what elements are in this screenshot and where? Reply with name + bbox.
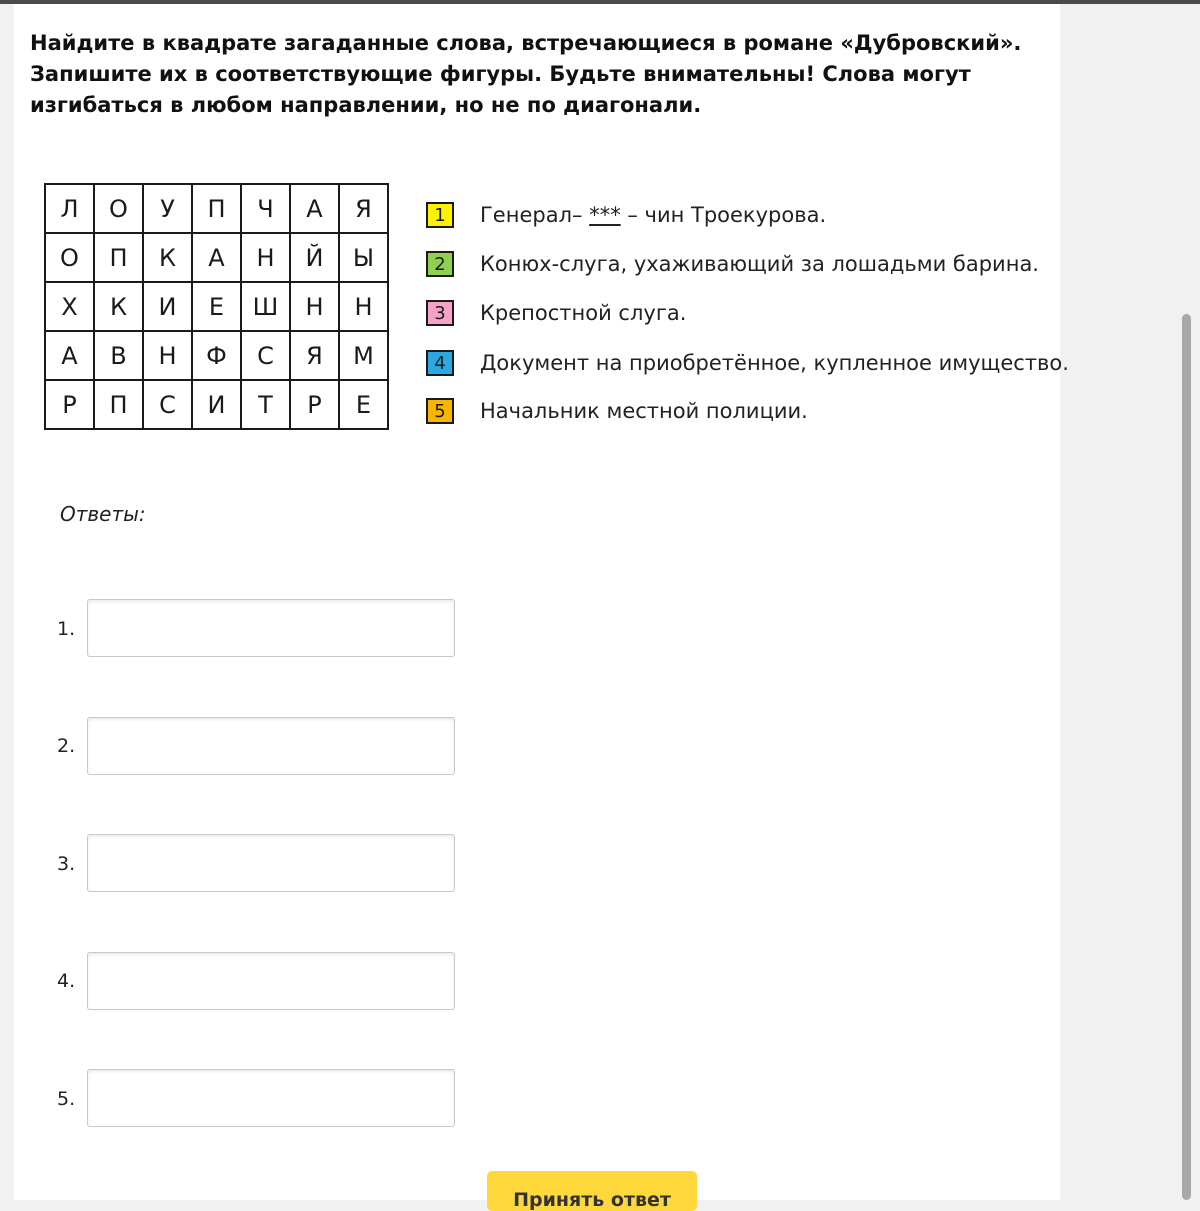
clue-text-4: Документ на приобретённое, купленное имущество. (480, 351, 1069, 375)
grid-cell: Л (45, 184, 94, 233)
grid-cell: У (143, 184, 192, 233)
answer-input-4[interactable] (87, 952, 455, 1010)
grid-row (45, 380, 388, 429)
grid-cell: О (94, 184, 143, 233)
grid-cell: П (94, 380, 143, 429)
clue-text-1 (480, 203, 826, 227)
clue-1 (426, 200, 826, 230)
grid-row (45, 184, 388, 233)
answer-number-1: 1. (57, 618, 76, 640)
answer-input-3[interactable] (87, 834, 455, 892)
answer-number-2: 2. (57, 735, 76, 757)
grid-cell: Ы (339, 233, 388, 282)
grid-cell: В (94, 331, 143, 380)
grid-cell: Ш (241, 282, 290, 331)
clue-text-3: Крепостной слуга. (480, 301, 687, 325)
grid-cell: Н (339, 282, 388, 331)
clue-badge-2: 2 (426, 251, 454, 277)
grid-cell: Т (241, 380, 290, 429)
submit-answer-button[interactable]: Принять ответ (487, 1171, 697, 1211)
answers-label: Ответы: (60, 502, 146, 526)
side-shade (1060, 4, 1200, 1200)
answer-input-1[interactable] (87, 599, 455, 657)
clue-text-after: – чин Троекурова. (620, 203, 827, 227)
clue-badge-4: 4 (426, 350, 454, 376)
clue-badge-1: 1 (426, 202, 454, 228)
clue-text-5: Начальник местной полиции. (480, 399, 808, 423)
task-instructions: Найдите в квадрате загаданные слова, встречающиеся в романе «Дубровский». Запишите их в соответствующие фигуры. Будьте внимательны! Слова могут изгибаться в любом направлении, но не по диагонали. (30, 31, 1022, 117)
grid-cell: А (290, 184, 339, 233)
grid-cell: Р (290, 380, 339, 429)
grid-cell: Ф (192, 331, 241, 380)
grid-cell: А (192, 233, 241, 282)
grid-cell: М (339, 331, 388, 380)
answer-input-2[interactable] (87, 717, 455, 775)
grid-cell: К (94, 282, 143, 331)
clue-blank: *** (589, 203, 621, 227)
clue-text-2: Конюх-слуга, ухаживающий за лошадьми барина. (480, 252, 1039, 276)
grid-cell: А (45, 331, 94, 380)
answer-number-3: 3. (57, 853, 76, 875)
grid-cell: Я (339, 184, 388, 233)
answer-number-4: 4. (57, 970, 76, 992)
grid-cell: Н (290, 282, 339, 331)
grid-row (45, 233, 388, 282)
grid-row (45, 331, 388, 380)
grid-cell: И (143, 282, 192, 331)
grid-cell: Й (290, 233, 339, 282)
grid-cell: Я (290, 331, 339, 380)
clue-4 (426, 348, 1069, 378)
grid-cell: П (192, 184, 241, 233)
grid-cell: Н (143, 331, 192, 380)
grid-cell: Е (192, 282, 241, 331)
grid-cell: Н (241, 233, 290, 282)
grid-cell: Е (339, 380, 388, 429)
clue-3 (426, 298, 686, 328)
grid-cell: И (192, 380, 241, 429)
grid-row (45, 282, 388, 331)
clue-5 (426, 396, 808, 426)
clue-text-before: Генерал– (480, 203, 590, 227)
grid-cell: П (94, 233, 143, 282)
clue-badge-5: 5 (426, 398, 454, 424)
answer-number-5: 5. (57, 1088, 76, 1110)
clue-2 (426, 249, 1039, 279)
grid-cell: Р (45, 380, 94, 429)
grid-cell: О (45, 233, 94, 282)
letter-grid (44, 183, 389, 430)
scrollbar-thumb[interactable] (1182, 314, 1191, 1200)
grid-cell: К (143, 233, 192, 282)
grid-cell: Ч (241, 184, 290, 233)
answer-input-5[interactable] (87, 1069, 455, 1127)
grid-cell: С (143, 380, 192, 429)
grid-cell: С (241, 331, 290, 380)
clue-badge-3: 3 (426, 300, 454, 326)
grid-cell: Х (45, 282, 94, 331)
